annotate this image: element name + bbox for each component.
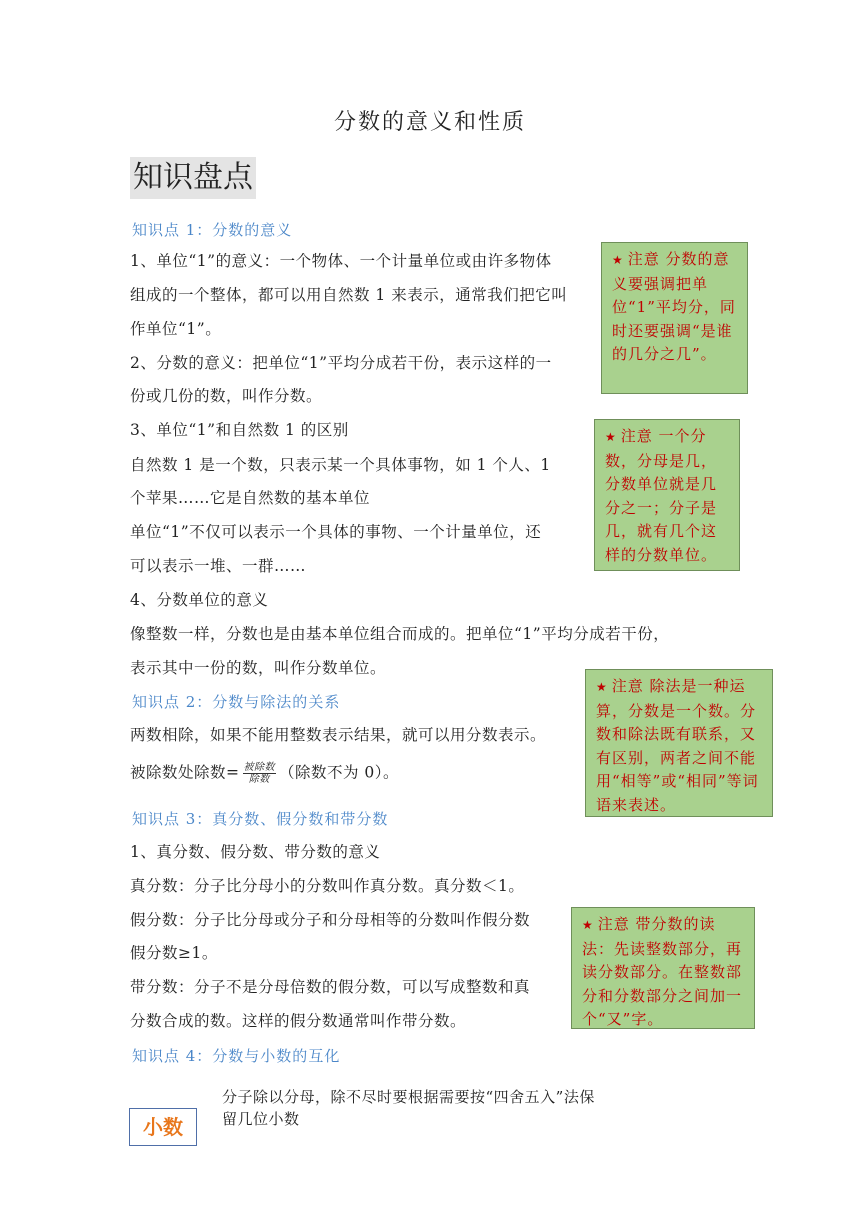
kp1-line: 表示其中一份的数，叫作分数单位。: [130, 659, 387, 677]
kp1-line: 个苹果……它是自然数的基本单位: [130, 489, 371, 507]
note-text: 注意 带分数的读法：先读整数部分，再读分数部分。在整数部分和分数部分之间加一个“又”字。: [582, 915, 743, 1028]
note-box: [571, 907, 755, 1029]
division-formula: [130, 762, 399, 785]
note-box: [585, 669, 773, 817]
kp1-line: 份或几份的数，叫作分数。: [130, 387, 323, 405]
kp1-line: 2、分数的意义：把单位“1”平均分成若干份，表示这样的一: [130, 354, 552, 372]
kp3-line: 真分数：分子比分母小的分数叫作真分数。真分数＜1。: [130, 877, 525, 895]
kp1-line: 作单位“1”。: [130, 320, 222, 338]
note-text: 注意 一个分数，分母是几，分数单位就是几分之一；分子是几，就有几个这样的分数单位。: [605, 427, 718, 564]
kp3-line: 带分数：分子不是分母倍数的假分数，可以写成整数和真: [130, 978, 531, 996]
star-icon: ★: [605, 430, 617, 444]
kp1-line: 像整数一样，分数也是由基本单位组合而成的。把单位“1”平均分成若干份，: [130, 625, 670, 643]
kp1-heading: 知识点 1：分数的意义: [132, 221, 293, 239]
kp1-line: 自然数 1 是一个数，只表示某一个具体事物，如 1 个人、1: [130, 456, 551, 474]
conversion-rule-text: 分子除以分母，除不尽时要根据需要按“四舍五入”法保留几位小数: [222, 1088, 595, 1128]
section-heading: 知识盘点: [130, 157, 256, 199]
fraction-numerator: 被除数: [243, 762, 275, 773]
note-box: [601, 242, 748, 394]
formula-suffix: （除数不为 0）。: [279, 763, 400, 782]
kp1-line: 3、单位“1”和自然数 1 的区别: [130, 421, 349, 439]
note-text: 注意 分数的意义要强调把单位“1”平均分，同时还要强调“是谁的几分之几”。: [612, 250, 736, 363]
decimal-label-box: 小数: [129, 1108, 197, 1146]
star-icon: ★: [582, 918, 594, 932]
kp3-line: 假分数：分子比分母或分子和分母相等的分数叫作假分数: [130, 911, 531, 929]
kp3-line: 分数合成的数。这样的假分数通常叫作带分数。: [130, 1012, 467, 1030]
fraction: [243, 762, 277, 785]
note-text: 注意 除法是一种运算，分数是一个数。分数和除法既有联系，又有区别，两者之间不能用“相等”或“相同”等词语来表述。: [596, 677, 759, 814]
star-icon: ★: [596, 680, 608, 694]
fraction-denominator: 除数: [248, 774, 270, 785]
kp2-line: 两数相除，如果不能用整数表示结果，就可以用分数表示。: [130, 726, 547, 744]
kp3-line: 假分数≥1。: [130, 944, 218, 962]
kp4-heading: 知识点 4：分数与小数的互化: [132, 1047, 341, 1065]
star-icon: ★: [612, 253, 624, 267]
note-box: [594, 419, 740, 571]
kp1-line: 可以表示一堆、一群……: [130, 557, 307, 575]
kp1-line: 4、分数单位的意义: [130, 591, 269, 609]
kp1-line: 单位“1”不仅可以表示一个具体的事物、一个计量单位，还: [130, 523, 542, 541]
kp2-heading: 知识点 2：分数与除法的关系: [132, 693, 341, 711]
page-title: 分数的意义和性质: [333, 110, 526, 135]
kp3-heading: 知识点 3：真分数、假分数和带分数: [132, 810, 389, 828]
kp3-line: 1、真分数、假分数、带分数的意义: [130, 843, 381, 861]
formula-prefix: 被除数处除数=: [130, 763, 240, 782]
kp1-line: 1、单位“1”的意义：一个物体、一个计量单位或由许多物体: [130, 252, 552, 270]
kp1-line: 组成的一个整体，都可以用自然数 1 来表示，通常我们把它叫: [130, 286, 568, 304]
